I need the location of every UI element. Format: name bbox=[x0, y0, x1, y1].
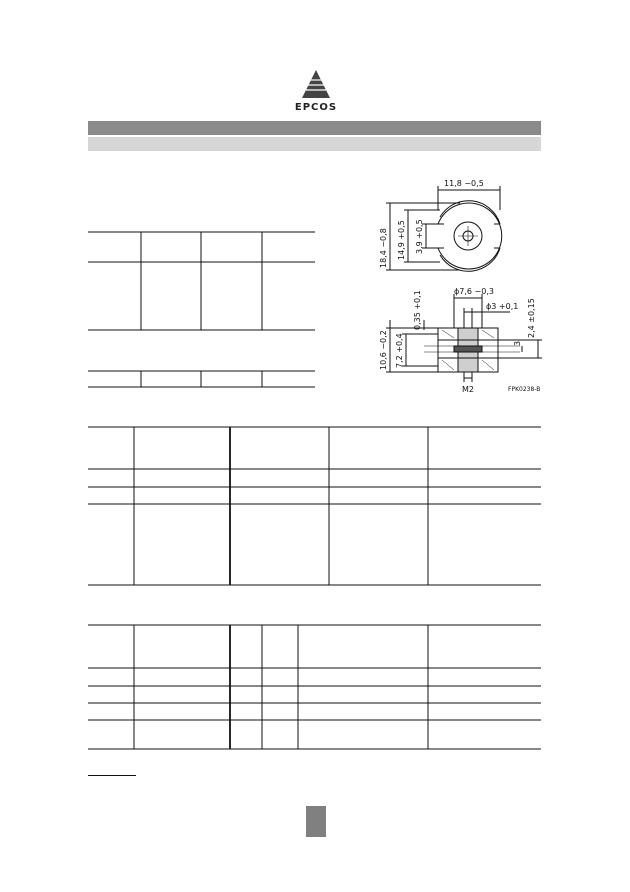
figure-code: FPK0238-B bbox=[508, 386, 541, 393]
table-1 bbox=[88, 232, 315, 387]
dim-height-outer: 18,4 −0,8 bbox=[379, 228, 388, 268]
dim-height-inner: 14,9 +0,5 bbox=[397, 220, 406, 260]
dim-total-height: 10,6 −0,2 bbox=[379, 330, 388, 370]
technical-drawing bbox=[360, 170, 550, 400]
footnote-rule bbox=[88, 775, 136, 776]
table-3 bbox=[88, 625, 541, 749]
dim-slot: 3,9 +0,5 bbox=[415, 219, 424, 254]
dim-diameter-outer: ϕ7,6 −0,3 bbox=[454, 287, 494, 296]
dim-right-step: 2,4 ±0,15 bbox=[527, 298, 536, 338]
page-number-box bbox=[306, 806, 326, 837]
dim-thread: M2 bbox=[462, 385, 474, 394]
dim-top-gap: 0,35 +0,1 bbox=[413, 290, 422, 330]
dim-diameter-inner: ϕ3 +0,1 bbox=[486, 302, 519, 311]
dim-inner-height: 7,2 +0,4 bbox=[395, 333, 404, 368]
table-2 bbox=[88, 427, 541, 585]
side-view bbox=[386, 294, 542, 382]
logo-text: EPCOS bbox=[294, 102, 338, 113]
dim-width-top: 11,8 −0,5 bbox=[444, 179, 484, 188]
dim-right-small: 3 bbox=[513, 340, 522, 346]
